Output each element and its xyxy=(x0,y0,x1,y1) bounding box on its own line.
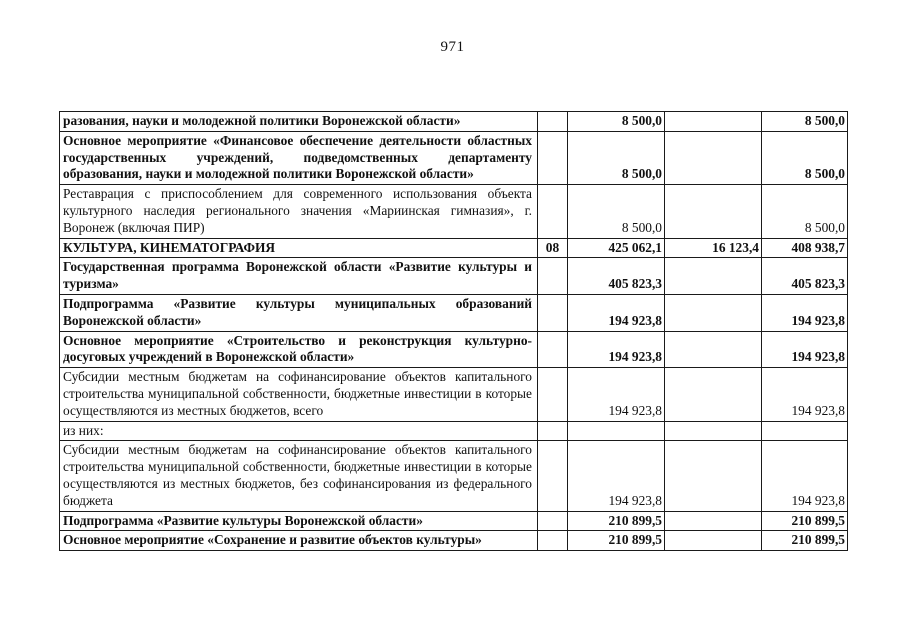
federal-amount-cell xyxy=(665,258,762,295)
item-name-cell: Государственная программа Воронежской области «Развитие культуры и туризма» xyxy=(60,258,538,295)
total-amount-cell: 194 923,8 xyxy=(568,294,665,331)
federal-amount-cell xyxy=(665,531,762,551)
federal-amount-cell xyxy=(665,441,762,511)
federal-amount-cell xyxy=(665,294,762,331)
table-row xyxy=(60,258,848,295)
table-row xyxy=(60,294,848,331)
total-amount-cell: 210 899,5 xyxy=(568,511,665,531)
total-amount-cell: 8 500,0 xyxy=(568,185,665,238)
table-row xyxy=(60,441,848,511)
item-name-cell: Подпрограмма «Развитие культуры Воронежской области» xyxy=(60,511,538,531)
section-code-cell xyxy=(538,511,568,531)
section-code-cell xyxy=(538,441,568,511)
other-amount-cell: 8 500,0 xyxy=(762,131,848,184)
table-row xyxy=(60,131,848,184)
item-name-cell: Субсидии местным бюджетам на софинансирование объектов капитального строительства муниципальной собственности, бюджетные инвестиции в которые осуществляются из местных бюджетов, всего xyxy=(60,368,538,421)
table-row xyxy=(60,331,848,368)
item-name-cell: Субсидии местным бюджетам на софинансирование объектов капитального строительства муниципальной собственности, бюджетные инвестиции в которые осуществляются из местных бюджетов, без софинансирования из федерального бюджета xyxy=(60,441,538,511)
total-amount-cell: 8 500,0 xyxy=(568,112,665,132)
table-row xyxy=(60,511,848,531)
other-amount-cell: 408 938,7 xyxy=(762,238,848,258)
federal-amount-cell xyxy=(665,421,762,441)
total-amount-cell: 210 899,5 xyxy=(568,531,665,551)
total-amount-cell: 405 823,3 xyxy=(568,258,665,295)
federal-amount-cell xyxy=(665,511,762,531)
table-row xyxy=(60,112,848,132)
item-name-cell: Основное мероприятие «Сохранение и развитие объектов культуры» xyxy=(60,531,538,551)
item-name-cell: из них: xyxy=(60,421,538,441)
other-amount-cell xyxy=(762,421,848,441)
federal-amount-cell xyxy=(665,368,762,421)
section-code-cell xyxy=(538,185,568,238)
total-amount-cell: 425 062,1 xyxy=(568,238,665,258)
table-row xyxy=(60,421,848,441)
section-code-cell xyxy=(538,331,568,368)
federal-amount-cell xyxy=(665,131,762,184)
other-amount-cell: 8 500,0 xyxy=(762,112,848,132)
item-name-cell: Основное мероприятие «Строительство и реконструкция культурно-досуговых учреждений в Воронежской области» xyxy=(60,331,538,368)
federal-amount-cell: 16 123,4 xyxy=(665,238,762,258)
federal-amount-cell xyxy=(665,185,762,238)
section-code-cell xyxy=(538,294,568,331)
other-amount-cell: 8 500,0 xyxy=(762,185,848,238)
table-row xyxy=(60,368,848,421)
federal-amount-cell xyxy=(665,112,762,132)
item-name-cell: разования, науки и молодежной политики Воронежской области» xyxy=(60,112,538,132)
section-code-cell xyxy=(538,112,568,132)
other-amount-cell: 194 923,8 xyxy=(762,331,848,368)
other-amount-cell: 210 899,5 xyxy=(762,531,848,551)
section-code-cell xyxy=(538,258,568,295)
total-amount-cell: 194 923,8 xyxy=(568,368,665,421)
other-amount-cell: 405 823,3 xyxy=(762,258,848,295)
item-name-cell: Подпрограмма «Развитие культуры муниципальных образований Воронежской области» xyxy=(60,294,538,331)
item-name-cell: Основное мероприятие «Финансовое обеспечение деятельности областных государственных учреждений, подведомственных департаменту образования, науки и молодежной политики Воронежской области» xyxy=(60,131,538,184)
section-code-cell: 08 xyxy=(538,238,568,258)
budget-table xyxy=(59,111,848,551)
item-name-cell: Реставрация с приспособлением для современного использования объекта культурного наследия регионального значения «Мариинская гимназия», г. Воронеж (включая ПИР) xyxy=(60,185,538,238)
budget-table-body xyxy=(60,112,848,551)
other-amount-cell: 194 923,8 xyxy=(762,368,848,421)
other-amount-cell: 194 923,8 xyxy=(762,441,848,511)
page-number: 971 xyxy=(440,39,465,55)
section-code-cell xyxy=(538,131,568,184)
table-row xyxy=(60,531,848,551)
total-amount-cell: 194 923,8 xyxy=(568,441,665,511)
section-code-cell xyxy=(538,368,568,421)
total-amount-cell xyxy=(568,421,665,441)
total-amount-cell: 194 923,8 xyxy=(568,331,665,368)
table-row xyxy=(60,185,848,238)
section-code-cell xyxy=(538,421,568,441)
other-amount-cell: 210 899,5 xyxy=(762,511,848,531)
section-code-cell xyxy=(538,531,568,551)
item-name-cell: КУЛЬТУРА, КИНЕМАТОГРАФИЯ xyxy=(60,238,538,258)
total-amount-cell: 8 500,0 xyxy=(568,131,665,184)
table-row xyxy=(60,238,848,258)
federal-amount-cell xyxy=(665,331,762,368)
other-amount-cell: 194 923,8 xyxy=(762,294,848,331)
